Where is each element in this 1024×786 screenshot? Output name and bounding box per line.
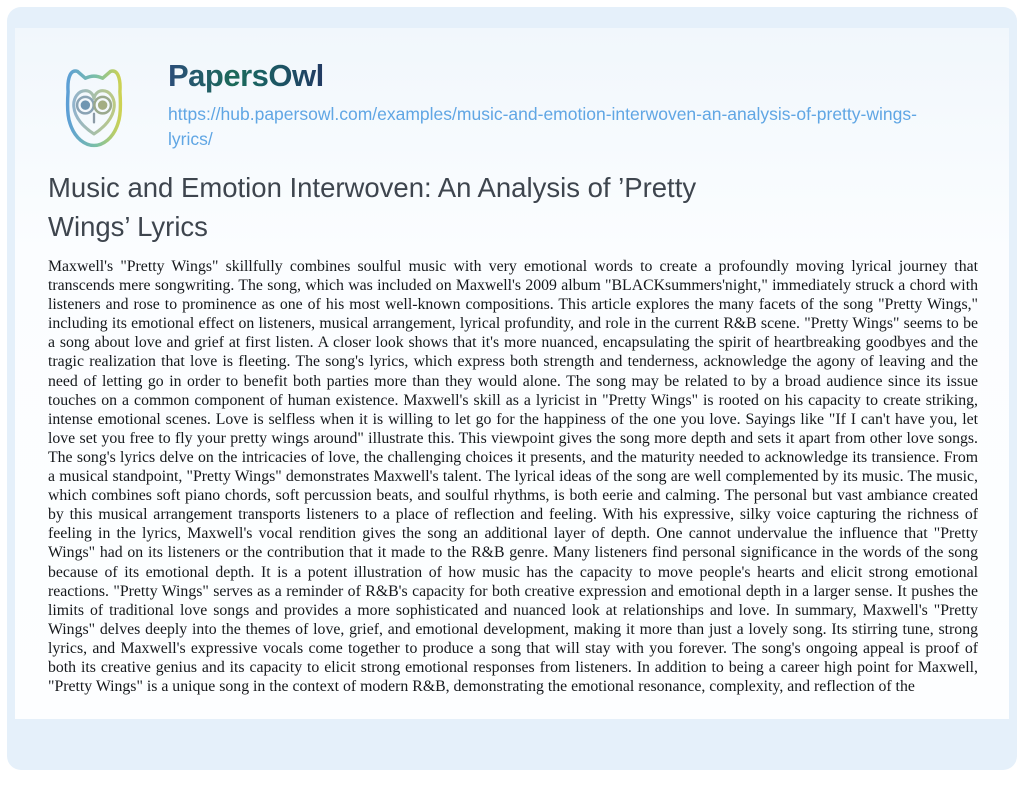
article-body: Maxwell's "Pretty Wings" skillfully combines soulful music with very emotional words to create a profoundly moving lyrical journey that transcends mere songwriting. The song, which was included on Maxwell's 2009 album "BLACKsummers'night," immediately struck a chord with listeners and rose to prominence as one of his most well-known compositions. This article explores the many facets of the song "Pretty Wings," including its emotional effect on listeners, musical arrangement, lyrical profundity, and role in the current R&B scene. "Pretty Wings" seems to be a song about love and grief at first listen. A closer look shows that it's more nuanced, encapsulating the spirit of heartbreaking goodbyes and the tragic realization that love is fleeting. The song's lyrics, which express both strength and tenderness, acknowledge the agony of leaving and the need of letting go in order to benefit both parties more than they would alone. The song may be related to by a broad audience since its issue touches on a common component of human existence. Maxwell's skill as a lyricist in "Pretty Wings" is rooted on his capacity to create striking, intense emotional scenes. Love is selfless when it is willing to let go for the happiness of the one you love. Sayings like "If I can't have you, let love set you free to fly your pretty wings around" illustrate this. This viewpoint gives the song more depth and sets it apart from other love songs. The song's lyrics delve on the intricacies of love, the challenging choices it presents, and the maturity needed to acknowledge its transience. From a musical standpoint, "Pretty Wings" demonstrates Maxwell's talent. The lyrical ideas of the song are well complemented by its music. The music, which combines soft piano chords, soft percussion beats, and soulful rhythms, is both eerie and calming. The personal but vast ambiance created by this musical arrangement transports listeners to a place of reflection and feeling. With his expressive, silky voice capturing the richness of feeling in the lyrics, Maxwell's vocal rendition gives the song an additional layer of depth. One cannot undervalue the influence that "Pretty Wings" had on its listeners or the contribution that it made to the R&B genre. Many listeners find personal significance in the words of the song because of its emotional depth. It is a potent illustration of how music has the capacity to move people's hearts and elicit strong emotional reactions. "Pretty Wings" serves as a reminder of R&B's capacity for both creative expression and emotional depth in a larger sense. It pushes the limits of traditional love songs and provides a more sophisticated and nuanced look at relationships and love. In summary, Maxwell's "Pretty Wings" delves deeply into the themes of love, grief, and emotional development, making it more than just a lovely song. Its stirring tune, strong lyrics, and Maxwell's expressive vocals come together to produce a song that will stay with you forever. The song's ongoing appeal is proof of both its creative genius and its capacity to elicit strong emotional responses from listeners. In addition to being a career high point for Maxwell, "Pretty Wings" is a unique song in the context of modern R&B, demonstrating the emotional resonance, complexity, and reflection of the [48,258,978,696]
brand-wordmark: PapersOwl [168,58,324,93]
source-url-link[interactable]: https://hub.papersowl.com/examples/music-and-emotion-interwoven-an-analysis-of-pretty-wings-lyrics/ [168,104,917,149]
document-card [15,28,1009,719]
owl-logo-icon[interactable] [46,57,142,159]
article-title: Music and Emotion Interwoven: An Analysis of ’Pretty Wings’ Lyrics [48,172,697,242]
page-frame [7,7,1017,770]
